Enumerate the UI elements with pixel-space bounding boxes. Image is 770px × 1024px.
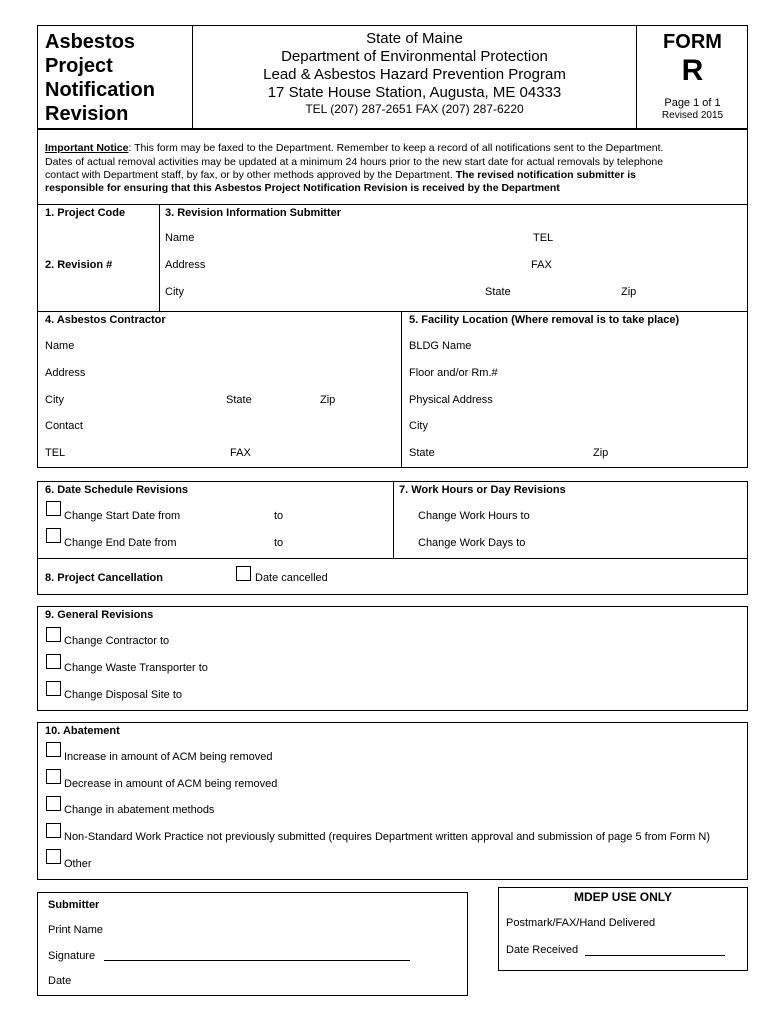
submitter-fax-field[interactable]: FAX	[531, 259, 552, 271]
divider	[401, 311, 402, 468]
change-start-date-label: Change Start Date from	[64, 510, 181, 522]
increase-acm-checkbox[interactable]	[46, 742, 61, 757]
contractor-address-field[interactable]: Address	[45, 367, 86, 379]
change-waste-transporter-label: Change Waste Transporter to	[64, 662, 208, 674]
mdep-use-only-label: MDEP USE ONLY	[573, 890, 673, 904]
end-to-label: to	[274, 537, 284, 549]
notice-line-1: Important Notice: This form may be faxed to the Department. Remember to keep a record of all notifications sent to the Department.	[45, 142, 664, 154]
start-to-label: to	[274, 510, 284, 522]
divider	[37, 204, 748, 205]
change-waste-transporter-checkbox[interactable]	[46, 654, 61, 669]
submitter-city-field[interactable]: City	[165, 286, 184, 298]
notice-line-4: responsible for ensuring that this Asbestos Project Notification Revision is received by the Department	[45, 182, 560, 194]
divider	[393, 481, 394, 558]
divider	[159, 204, 160, 311]
notice-line-3: contact with Department staff, by fax, or by other methods approved by the Department. The revised notification submitter is	[45, 169, 636, 181]
print-name-field[interactable]: Print Name	[48, 924, 104, 936]
facility-zip-field[interactable]: Zip	[593, 447, 609, 459]
notice-line-2: Dates of actual removal activities may be updated at a minimum 24 hours prior to the new start date for actual removals by telephone	[45, 156, 664, 168]
facility-city-field[interactable]: City	[409, 420, 428, 432]
page-number: Page 1 of 1	[664, 97, 721, 109]
date-cancelled-checkbox[interactable]	[236, 566, 251, 581]
divider	[37, 311, 748, 312]
postmark-label: Postmark/FAX/Hand Delivered	[506, 917, 656, 929]
submitter-info-label: 3. Revision Information Submitter	[165, 207, 342, 219]
other-checkbox[interactable]	[46, 849, 61, 864]
form-label: FORM	[663, 31, 722, 53]
work-hours-label: 7. Work Hours or Day Revisions	[399, 484, 566, 496]
contractor-state-field[interactable]: State	[226, 394, 252, 406]
contractor-tel-field[interactable]: TEL	[45, 447, 66, 459]
contractor-zip-field[interactable]: Zip	[320, 394, 336, 406]
general-revisions-label: 9. General Revisions	[45, 609, 154, 621]
submitter-name-field[interactable]: Name	[165, 232, 195, 244]
facility-state-field[interactable]: State	[409, 447, 435, 459]
submitter-label: Submitter	[48, 899, 100, 911]
change-abatement-methods-label: Change in abatement methods	[64, 804, 215, 816]
facility-floor-field[interactable]: Floor and/or Rm.#	[409, 367, 498, 379]
change-contractor-checkbox[interactable]	[46, 627, 61, 642]
change-work-hours-field[interactable]: Change Work Hours to	[418, 510, 530, 522]
change-start-date-checkbox[interactable]	[46, 501, 61, 516]
decrease-acm-checkbox[interactable]	[46, 769, 61, 784]
submitter-tel-field[interactable]: TEL	[533, 232, 554, 244]
form-title: Asbestos Project Notification Revision	[45, 31, 155, 125]
revision-number-label: 2. Revision #	[45, 259, 113, 271]
increase-acm-label: Increase in amount of ACM being removed	[64, 751, 273, 763]
contractor-city-field[interactable]: City	[45, 394, 64, 406]
submitter-state-field[interactable]: State	[485, 286, 511, 298]
other-label: Other	[64, 858, 92, 870]
facility-bldg-field[interactable]: BLDG Name	[409, 340, 472, 352]
contractor-fax-field[interactable]: FAX	[230, 447, 251, 459]
contractor-contact-field[interactable]: Contact	[45, 420, 83, 432]
submitter-box	[37, 892, 468, 996]
date-field[interactable]: Date	[48, 975, 72, 987]
change-contractor-label: Change Contractor to	[64, 635, 170, 647]
date-received-label: Date Received	[506, 944, 579, 956]
date-schedule-label: 6. Date Schedule Revisions	[45, 484, 189, 496]
facility-location-label: 5. Facility Location (Where removal is to take place)	[409, 314, 680, 326]
facility-physical-address-field[interactable]: Physical Address	[409, 394, 493, 406]
decrease-acm-label: Decrease in amount of ACM being removed	[64, 778, 278, 790]
date-cancelled-label: Date cancelled	[255, 572, 328, 584]
submitter-address-field[interactable]: Address	[165, 259, 206, 271]
change-work-days-field[interactable]: Change Work Days to	[418, 537, 526, 549]
change-end-date-checkbox[interactable]	[46, 528, 61, 543]
abatement-box	[37, 722, 748, 880]
non-standard-work-label: Non-Standard Work Practice not previously submitted (requires Department written approval and submission of page 5 from Form N)	[64, 831, 711, 843]
agency-contact: TEL (207) 287-2651 FAX (207) 287-6220	[305, 102, 524, 116]
non-standard-work-checkbox[interactable]	[46, 823, 61, 838]
divider	[37, 558, 748, 559]
project-code-label: 1. Project Code	[45, 207, 126, 219]
project-cancellation-label: 8. Project Cancellation	[45, 572, 163, 584]
form-letter: R	[681, 54, 704, 87]
signature-line[interactable]	[104, 960, 410, 961]
revised-year: Revised 2015	[661, 110, 724, 121]
date-received-line[interactable]	[585, 955, 725, 956]
contractor-label: 4. Asbestos Contractor	[45, 314, 166, 326]
change-abatement-methods-checkbox[interactable]	[46, 796, 61, 811]
contractor-name-field[interactable]: Name	[45, 340, 75, 352]
change-end-date-label: Change End Date from	[64, 537, 177, 549]
signature-label: Signature	[48, 950, 96, 962]
agency-block: State of Maine Department of Environmental Protection Lead & Asbestos Hazard Prevention Program 17 State House Station, Augusta, ME 04333 TEL (207) 287-2651 FAX (207) 287-6220	[193, 30, 636, 116]
submitter-zip-field[interactable]: Zip	[621, 286, 637, 298]
abatement-label: 10. Abatement	[45, 725, 120, 737]
change-disposal-site-checkbox[interactable]	[46, 681, 61, 696]
change-disposal-site-label: Change Disposal Site to	[64, 689, 183, 701]
